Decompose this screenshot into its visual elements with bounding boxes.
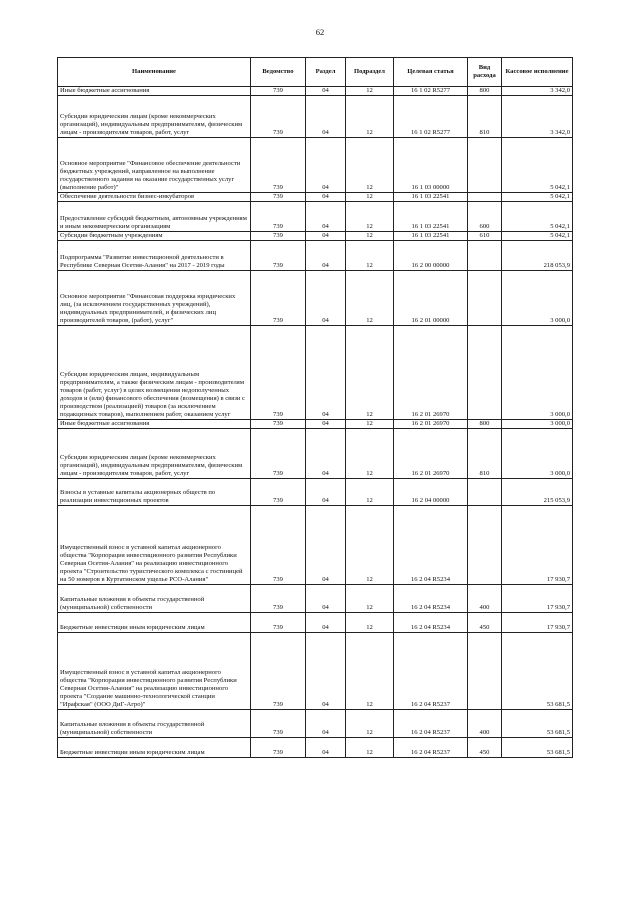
cell-cash-execution: 5 042,1 (502, 193, 573, 202)
cell-vedomstvo: 739 (251, 633, 306, 710)
cell-target-article: 16 2 00 00000 (394, 241, 468, 271)
cell-razdel: 04 (306, 193, 346, 202)
cell-podrazdel: 12 (346, 96, 394, 138)
table-row (58, 96, 573, 138)
cell-target-article: 16 2 01 26970 (394, 420, 468, 429)
cell-podrazdel: 12 (346, 138, 394, 193)
table-row (58, 326, 573, 420)
cell-vedomstvo: 739 (251, 420, 306, 429)
cell-vedomstvo: 739 (251, 585, 306, 613)
cell-expense-type (468, 138, 502, 193)
cell-podrazdel: 12 (346, 420, 394, 429)
cell-expense-type: 400 (468, 585, 502, 613)
cell-vedomstvo: 739 (251, 506, 306, 585)
table-row (58, 585, 573, 613)
table-row (58, 613, 573, 633)
cell-target-article: 16 2 04 R5234 (394, 585, 468, 613)
cell-podrazdel: 12 (346, 241, 394, 271)
cell-name: Субсидии юридическим лицам, индивидуальным предпринимателям, а также физическим лицам - производителям товаров (работ, услуг) в целях возмещения недополученных доходов и (или) финансового обеспечения (возмещения) в связи с производством (реализацией) товаров (за исключением подакцизных товаров), выполнением работ, оказанием услуг (58, 326, 251, 420)
cell-target-article: 16 2 04 R5234 (394, 506, 468, 585)
cell-expense-type: 450 (468, 613, 502, 633)
table-row (58, 506, 573, 585)
cell-name: Взносы в уставные капиталы акционерных обществ по реализации инвестиционных проектов (58, 479, 251, 506)
table-row (58, 429, 573, 479)
cell-name: Капитальные вложения в объекты государственной (муниципальной) собственности (58, 585, 251, 613)
cell-expense-type: 610 (468, 232, 502, 241)
cell-name: Субсидии юридическим лицам (кроме некоммерческих организаций), индивидуальным предпринимателям, физическим лицам - производителям товаров, работ, услуг (58, 96, 251, 138)
cell-expense-type (468, 479, 502, 506)
cell-podrazdel: 12 (346, 613, 394, 633)
cell-podrazdel: 12 (346, 506, 394, 585)
cell-vedomstvo: 739 (251, 87, 306, 96)
cell-name: Имущественный взнос в уставной капитал акционерного общества "Корпорация инвестиционного развития Республики Северная Осетия-Алания" на реализацию инвестиционного проекта "Создание машинно-технологической станции "Ирафская" (ООО ДиГ-Агро)" (58, 633, 251, 710)
cell-target-article: 16 2 01 26970 (394, 429, 468, 479)
cell-expense-type (468, 506, 502, 585)
cell-vedomstvo: 739 (251, 479, 306, 506)
cell-podrazdel: 12 (346, 479, 394, 506)
cell-razdel: 04 (306, 506, 346, 585)
cell-vedomstvo: 739 (251, 241, 306, 271)
cell-razdel: 04 (306, 613, 346, 633)
cell-razdel: 04 (306, 326, 346, 420)
cell-name: Имущественный взнос в уставной капитал акционерного общества "Корпорация инвестиционного развития Республики Северная Осетия-Алания" на реализацию инвестиционного проекта "Строительство туристического комплекса с гостиницей на 50 номеров в Куртатинском ущелье РСО-Алания" (58, 506, 251, 585)
cell-cash-execution: 218 053,9 (502, 241, 573, 271)
col-header-expense-type: Вид расхода (468, 58, 502, 87)
cell-target-article: 16 2 01 00000 (394, 271, 468, 326)
cell-expense-type (468, 326, 502, 420)
cell-vedomstvo: 739 (251, 710, 306, 738)
cell-podrazdel: 12 (346, 429, 394, 479)
cell-expense-type (468, 633, 502, 710)
cell-name: Капитальные вложения в объекты государственной (муниципальной) собственности (58, 710, 251, 738)
table-body (58, 87, 573, 758)
table-row (58, 710, 573, 738)
cell-name: Иные бюджетные ассигнования (58, 420, 251, 429)
cell-target-article: 16 1 02 R5277 (394, 96, 468, 138)
cell-expense-type: 810 (468, 96, 502, 138)
cell-podrazdel: 12 (346, 232, 394, 241)
cell-target-article: 16 1 03 00000 (394, 138, 468, 193)
cell-vedomstvo: 739 (251, 96, 306, 138)
cell-vedomstvo: 739 (251, 613, 306, 633)
table-row (58, 87, 573, 96)
cell-podrazdel: 12 (346, 633, 394, 710)
cell-name: Иные бюджетные ассигнования (58, 87, 251, 96)
page-number: 62 (315, 27, 325, 37)
cell-name: Обеспечение деятельности бизнес-инкубаторов (58, 193, 251, 202)
cell-podrazdel: 12 (346, 271, 394, 326)
cell-target-article: 16 2 04 00000 (394, 479, 468, 506)
cell-name: Субсидии юридическим лицам (кроме некоммерческих организаций), индивидуальным предпринимателям, физическим лицам - производителям товаров, работ, услуг (58, 429, 251, 479)
cell-name: Субсидии бюджетным учреждениям (58, 232, 251, 241)
cell-name: Основное мероприятие "Финансовая поддержка юридических лиц, (за исключением государственных учреждений), индивидуальных предпринимателей, и физических лиц производителей товаров, (работ), услуг" (58, 271, 251, 326)
cell-cash-execution: 53 681,5 (502, 710, 573, 738)
cell-vedomstvo: 739 (251, 232, 306, 241)
cell-cash-execution: 3 000,0 (502, 271, 573, 326)
cell-razdel: 04 (306, 633, 346, 710)
table-row (58, 202, 573, 232)
cell-podrazdel: 12 (346, 738, 394, 758)
table-row (58, 633, 573, 710)
cell-vedomstvo: 739 (251, 738, 306, 758)
cell-cash-execution: 17 930,7 (502, 613, 573, 633)
cell-cash-execution: 5 042,1 (502, 202, 573, 232)
cell-razdel: 04 (306, 479, 346, 506)
cell-expense-type: 400 (468, 710, 502, 738)
col-header-target-article: Целевая статья (394, 58, 468, 87)
cell-podrazdel: 12 (346, 193, 394, 202)
table-row (58, 738, 573, 758)
cell-cash-execution: 3 342,0 (502, 96, 573, 138)
col-header-podrazdel: Подраздел (346, 58, 394, 87)
cell-vedomstvo: 739 (251, 326, 306, 420)
cell-razdel: 04 (306, 138, 346, 193)
cell-expense-type (468, 193, 502, 202)
col-header-vedomstvo: Ведомство (251, 58, 306, 87)
cell-cash-execution: 215 053,9 (502, 479, 573, 506)
cell-podrazdel: 12 (346, 585, 394, 613)
cell-razdel: 04 (306, 738, 346, 758)
cell-expense-type: 600 (468, 202, 502, 232)
cell-razdel: 04 (306, 232, 346, 241)
table-row (58, 138, 573, 193)
cell-expense-type: 800 (468, 420, 502, 429)
col-header-name: Наименование (58, 58, 251, 87)
cell-cash-execution: 5 042,1 (502, 138, 573, 193)
cell-vedomstvo: 739 (251, 202, 306, 232)
cell-razdel: 04 (306, 241, 346, 271)
cell-cash-execution: 5 042,1 (502, 232, 573, 241)
cell-razdel: 04 (306, 271, 346, 326)
cell-cash-execution: 3 342,0 (502, 87, 573, 96)
table-row (58, 479, 573, 506)
cell-vedomstvo: 739 (251, 138, 306, 193)
cell-vedomstvo: 739 (251, 193, 306, 202)
table-row (58, 193, 573, 202)
table-header-row (58, 58, 573, 87)
cell-expense-type: 800 (468, 87, 502, 96)
budget-table (57, 57, 573, 758)
cell-target-article: 16 2 04 R5237 (394, 710, 468, 738)
cell-name: Предоставление субсидий бюджетным, автономным учреждениям и иным некоммерческим организациям (58, 202, 251, 232)
cell-cash-execution: 53 681,5 (502, 633, 573, 710)
cell-name: Бюджетные инвестиции иным юридическим лицам (58, 738, 251, 758)
cell-cash-execution: 3 000,0 (502, 429, 573, 479)
cell-target-article: 16 1 03 22541 (394, 193, 468, 202)
cell-cash-execution: 3 000,0 (502, 326, 573, 420)
table-row (58, 271, 573, 326)
cell-vedomstvo: 739 (251, 429, 306, 479)
cell-target-article: 16 2 04 R5234 (394, 613, 468, 633)
cell-name: Основное мероприятие "Финансовое обеспечение деятельности бюджетных учреждений, направленное на выполнение государственного задания на оказание государственных услуг (выполнение работ)" (58, 138, 251, 193)
cell-target-article: 16 2 01 26970 (394, 326, 468, 420)
cell-target-article: 16 1 03 22541 (394, 232, 468, 241)
cell-expense-type (468, 271, 502, 326)
cell-razdel: 04 (306, 585, 346, 613)
cell-podrazdel: 12 (346, 326, 394, 420)
cell-razdel: 04 (306, 202, 346, 232)
cell-expense-type: 450 (468, 738, 502, 758)
table-row (58, 420, 573, 429)
cell-podrazdel: 12 (346, 710, 394, 738)
cell-cash-execution: 17 930,7 (502, 506, 573, 585)
cell-cash-execution: 53 681,5 (502, 738, 573, 758)
table-row (58, 241, 573, 271)
cell-razdel: 04 (306, 710, 346, 738)
col-header-cash-execution: Кассовое исполнение (502, 58, 573, 87)
cell-expense-type: 810 (468, 429, 502, 479)
cell-name: Подпрограмма "Развитие инвестиционной деятельности в Республике Северная Осетия-Алания" на 2017 - 2019 годы (58, 241, 251, 271)
cell-vedomstvo: 739 (251, 271, 306, 326)
cell-target-article: 16 2 04 R5237 (394, 738, 468, 758)
cell-razdel: 04 (306, 420, 346, 429)
cell-razdel: 04 (306, 429, 346, 479)
cell-expense-type (468, 241, 502, 271)
cell-cash-execution: 3 000,0 (502, 420, 573, 429)
cell-podrazdel: 12 (346, 87, 394, 96)
cell-target-article: 16 1 02 R5277 (394, 87, 468, 96)
cell-cash-execution: 17 930,7 (502, 585, 573, 613)
cell-name: Бюджетные инвестиции иным юридическим лицам (58, 613, 251, 633)
col-header-razdel: Раздел (306, 58, 346, 87)
cell-target-article: 16 2 04 R5237 (394, 633, 468, 710)
cell-razdel: 04 (306, 96, 346, 138)
cell-razdel: 04 (306, 87, 346, 96)
cell-podrazdel: 12 (346, 202, 394, 232)
cell-target-article: 16 1 03 22541 (394, 202, 468, 232)
table-row (58, 232, 573, 241)
